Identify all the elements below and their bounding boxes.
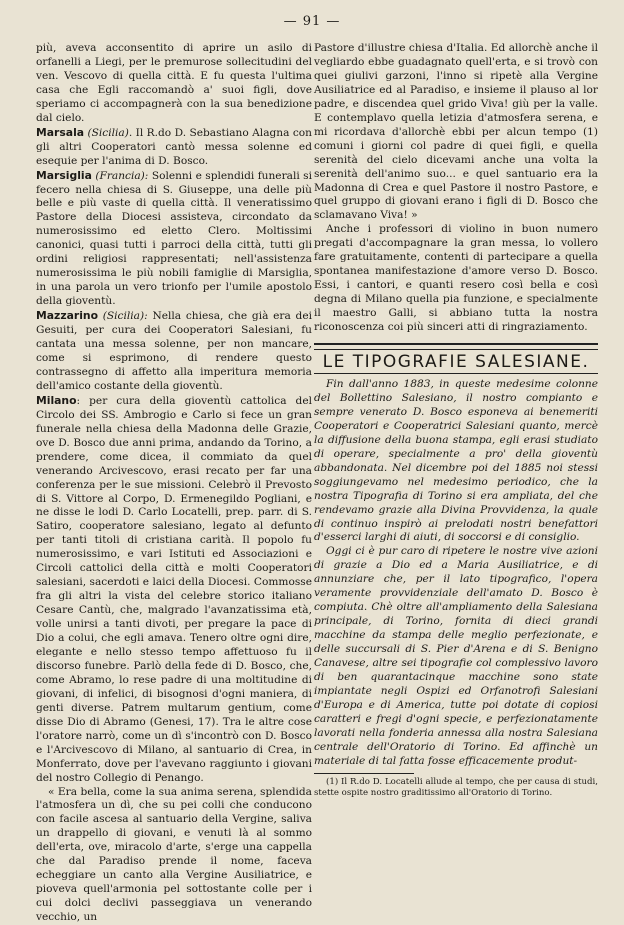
- title-underline: [314, 373, 598, 374]
- section-paragraph: Oggi ci è pur caro di ripetere le nostre vive azioni di grazie a Dio ed a Maria Ausiliatrice, e di annunziare che, per il lato tipografico, l'opera veramente provvidenziale dell'amato D. Bosco è compiuta. Chè oltre all'ampliamento della Salesiana principale, di Torino, fornita di dieci grandi macchine da stampa delle meglio perfezionate, e delle succursali di S. Pier d'Arena e di S. Benigno Canavese, altre sei tipografie col complessivo lavoro di ben quarantacinque macchine sono state impiantate negli Ospizi ed Orfanotrofi Salesiani d'Europa e di America, tutte poi dotate di copiosi caratteri e fregi d'ogni specie, e perfezionatamente lavorati nella fonderia annessa alla nostra Salesiana centrale dell'Oratorio di Torino. Ed affinchè un materiale di tal fatta fosse efficacemente produt-: [314, 545, 598, 767]
- entry-region: (Sicilia):: [102, 310, 148, 323]
- entry-text: Solenni e splendidi funerali si fecero nella chiesa di S. Giuseppe, una delle più belle e più vaste di quella città. Il veneratissimo Pastore della Diocesi assisteva, circondato da numerosissimo ed eletto Clero. Moltissimi canonici, quasi tutti i parroci della città, tutti gli ordini religiosi rappresentati; nell'assistenza numerosissima le più nobili famiglie di Marsiglia, in una parola un vero trionfo per l'umile apostolo della gioventù.: [36, 169, 312, 308]
- section-title: LE TIPOGRAFIE SALESIANE.: [322, 352, 590, 373]
- page-number: — 91 —: [283, 14, 341, 29]
- entry-region: (Sicilia).: [87, 126, 133, 139]
- entry-text: Nella chiesa, che già era dei Gesuiti, per cura dei Cooperatori Salesiani, fu cantata una messa solenne, per non mancare, come si esprimono, di rendere questo contrassegno di affetto alla imperitura memoria dell'amico costante della gioventù.: [36, 310, 312, 392]
- entry-marsiglia: [36, 169, 312, 310]
- entry-mazzarino: [36, 309, 312, 394]
- entry-heading: Marsiglia: [36, 168, 92, 182]
- footnote: (1) Il R.do D. Locatelli allude al tempo, che per causa di studi, stette ospite nostro graditissimo all'Oratorio di Torino.: [314, 776, 598, 798]
- section-paragraph: Fin dall'anno 1883, in queste medesime colonne del Bollettino Salesiano, il nostro compianto e sempre venerato D. Bosco esponeva ai benemeriti Cooperatori e Cooperatrici Salesiani quanto, mercè la diffusione della buona stampa, egli erasi studiato di operare, specialmente a pro' della gioventù abbandonata. Nel dicembre poi del 1885 noi stessi soggiungevamo nel medesimo periodico, che la nostra Tipografia di Torino si era ampliata, del che rendevamo grazie alla Divina Provvidenza, la quale di continuo inspirò ai prelodati nostri benefattori d'esserci larghi di aiuti, di soccorsi e di consiglio.: [314, 377, 598, 544]
- right-column: [314, 42, 598, 799]
- left-column: [36, 42, 312, 925]
- entry-text: Il R.do D. Sebastiano Alagna con gli altri Cooperatori cantò messa solenne ed esequie per l'anima di D. Bosco.: [36, 126, 312, 167]
- entry-region: (Francia):: [95, 169, 149, 182]
- entry-text: : per cura della gioventù cattolica del Circolo dei SS. Ambrogio e Carlo si fece un gran funerale nella chiesa della Madonna delle Grazie, ove D. Bosco due anni prima, andando da Torino, a prendere, come dicea, il commiato da quel venerando Arcivescovo, erasi recato per far una conferenza per le sue missioni. Celebrò il Prevosto di S. Vittore al Corpo, D. Ermenegildo Pogliani, e ne disse le lodi D. Carlo Locatelli, prep. parr. di S. Satiro, cooperatore salesiano, legato al defunto per tanti titoli di cristiana carità. Il popolo fu numerosissimo, e vari Istituti ed Associazioni e Circoli cattolici della città e molti Cooperatori salesiani, sacerdoti e laici della Diocesi. Commosse fra gli altri la vista del celebre storico italiano Cesare Cantù, che, malgrado l'avanzatissima età, volle unirsi a tanti divoti, per pregare la pace di Dio a colui, che egli amava. Tenero oltre ogni dire, elegante e nello stesso tempo affettuoso fu il discorso funebre. Parlò della fede di D. Bosco, che, come Abramo, lo rese padre di una moltitudine di giovani, di infelici, di bisognosi d'ogni maniera, di genti diverse. Patrem multarum gentium, come disse Dio di Abramo (Genesi, 17). Tra le altre cose l'oratore narrò, come un dì s'incontrò con D. Bosco e l'Arcivescovo di Milano, al santuario di Crea, in Monferrato, dove per l'avevano raggiunto i giovani del nostro Collegio di Penango.: [36, 394, 312, 784]
- section-divider: [314, 343, 598, 350]
- paragraph: Anche i professori di violino in buon numero pregati d'accompagnare la gran messa, lo vollero fare gratuitamente, contenti di partecipare a quella spontanea manifestazione d'amore verso D. Bosco. Essi, i cantori, e quanti resero così bella e così degna di Milano quella pia funzione, e specialmente il maestro Galli, si abbiano tutta la nostra riconoscenza coi più sinceri atti di ringraziamento.: [314, 223, 598, 334]
- paragraph: più, aveva acconsentito di aprire un asilo di orfanelli a Liegi, per le premurose sollecitudini del ven. Vescovo di quella città. E fu questa l'ultima casa che Egli raccomandò a' suoi figli, dove speriamo ci accompagnerà con la sua benedizione dal cielo.: [36, 42, 312, 124]
- paragraph: Pastore d'illustre chiesa d'Italia. Ed allorchè anche il vegliardo ebbe guadagnato quell'erta, e si trovò con quei giulivi garzoni, l'inno si ripetè alla Vergine Ausiliatrice ed al Paradiso, e insieme il plauso al lor padre, e discendea quel grido Viva! giù per la valle. E contemplavo quella letizia d'atmosfera serena, e mi ricordava d'allorchè ebbi per alcun tempo (1) comuni i giorni col padre di quei figli, e quella serenità del cielo dicevami anche una volta la serenità dell'animo suo... e quel santuario era la Madonna di Crea e quel Pastore il nostro Pastore, e quel gruppo di giovani erano i figli di D. Bosco che sclamavano Viva! »: [314, 42, 598, 222]
- paragraph: « Era bella, come la sua anima serena, splendida l'atmosfera un dì, che su pei colli che conducono con facile ascesa al santuario della Vergine, saliva un drappello di giovani, e venuti là al sommo dell'erta, ove, miracolo d'arte, s'erge una cappella che dal Paradiso prende il nome, faceva echeggiare un canto alla Vergine Ausiliatrice, e pioveva quell'armonia pel sottostante colle per i cui dolci declivi passeggiava un venerando vecchio, un: [36, 785, 312, 924]
- entry-heading: Milano: [36, 393, 77, 407]
- footnote-rule: [314, 773, 414, 774]
- entry-marsala: [36, 126, 312, 169]
- entry-heading: Marsala: [36, 125, 85, 139]
- entry-milano: [36, 394, 312, 786]
- entry-heading: Mazzarino: [36, 309, 99, 323]
